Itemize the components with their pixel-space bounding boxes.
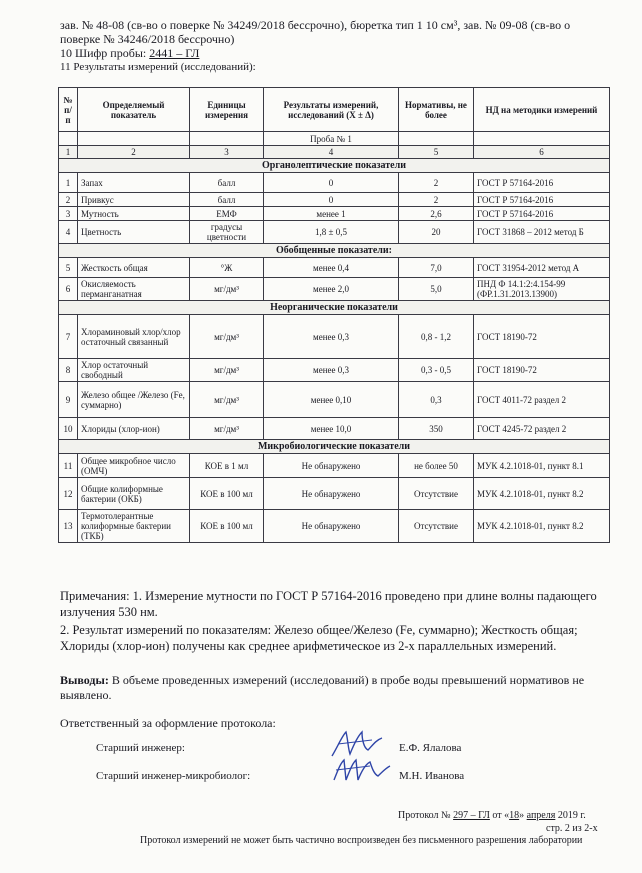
- indicator-cell: Жесткость общая: [78, 258, 190, 278]
- col-number: 1: [59, 146, 78, 159]
- header-num: № п/п: [59, 88, 78, 132]
- row-number: 12: [59, 478, 78, 510]
- note-1: Примечания: 1. Измерение мутности по ГОСТ Р 57164-2016 проведено при длине волны падающего излучения 530 нм.: [60, 589, 597, 619]
- result-cell: менее 0,3: [264, 359, 399, 382]
- results-table-body: [59, 88, 610, 543]
- unit-cell: мг/дм³: [190, 359, 264, 382]
- header-indicator: Определяемый показатель: [78, 88, 190, 132]
- method-cell: ГОСТ Р 57164-2016: [474, 193, 610, 207]
- table-row: [59, 207, 610, 221]
- unit-cell: мг/дм³: [190, 418, 264, 440]
- table-row: [59, 221, 610, 244]
- section-title: Органолептические показатели: [59, 159, 610, 173]
- date-day: 18: [509, 810, 520, 821]
- column-numbers-row: [59, 146, 610, 159]
- header-method: НД на методики измерений: [474, 88, 610, 132]
- method-cell: ГОСТ Р 57164-2016: [474, 173, 610, 193]
- norm-cell: не более 50: [399, 454, 474, 478]
- row-number: 13: [59, 510, 78, 543]
- unit-cell: балл: [190, 193, 264, 207]
- method-cell: ГОСТ 4011-72 раздел 2: [474, 382, 610, 418]
- cipher-label: 10 Шифр пробы:: [60, 46, 147, 60]
- section-title: Микробиологические показатели: [59, 440, 610, 454]
- col-number: 3: [190, 146, 264, 159]
- date-year: 2019 г.: [557, 810, 586, 821]
- section-row: [59, 244, 610, 258]
- sample-label: Проба № 1: [264, 132, 399, 146]
- section-row: [59, 159, 610, 173]
- method-cell: ПНД Ф 14.1:2:4.154-99 (ФР.1.31.2013.13900): [474, 278, 610, 301]
- indicator-cell: Термотолерантные колиформные бактерии (ТКБ): [78, 510, 190, 543]
- result-cell: менее 10,0: [264, 418, 399, 440]
- indicator-cell: Окисляемость перманганатная: [78, 278, 190, 301]
- norm-cell: 2: [399, 193, 474, 207]
- indicator-cell: Хлораминовый хлор/хлор остаточный связанный: [78, 315, 190, 359]
- page-number: стр. 2 из 2-х: [546, 823, 598, 834]
- date-prefix: от «: [492, 810, 510, 821]
- table-row: [59, 510, 610, 543]
- result-cell: 0: [264, 173, 399, 193]
- section-row: [59, 440, 610, 454]
- method-cell: ГОСТ 31954-2012 метод А: [474, 258, 610, 278]
- sample-row: [59, 132, 610, 146]
- norm-cell: 350: [399, 418, 474, 440]
- row-number: 1: [59, 173, 78, 193]
- row-number: 9: [59, 382, 78, 418]
- indicator-cell: Железо общее /Железо (Fe, суммарно): [78, 382, 190, 418]
- norm-cell: 0,3: [399, 382, 474, 418]
- note-2: 2. Результат измерений по показателям: Железо общее/Железо (Fe, суммарно); Жесткость общая; Хлориды (хлор-ион) получены как среднее арифметическое из 2-х параллельных измерений.: [60, 623, 578, 653]
- result-cell: менее 0,10: [264, 382, 399, 418]
- notes-block: [60, 588, 610, 656]
- header-block: [60, 18, 610, 74]
- date-mid: »: [519, 810, 525, 821]
- unit-cell: мг/дм³: [190, 278, 264, 301]
- unit-cell: ЕМФ: [190, 207, 264, 221]
- method-cell: ГОСТ 18190-72: [474, 315, 610, 359]
- result-cell: 0: [264, 193, 399, 207]
- result-cell: менее 0,4: [264, 258, 399, 278]
- unit-cell: КОЕ в 100 мл: [190, 510, 264, 543]
- table-row: [59, 478, 610, 510]
- norm-cell: 20: [399, 221, 474, 244]
- conclusion-label: Выводы:: [60, 673, 109, 687]
- result-cell: менее 0,3: [264, 315, 399, 359]
- indicator-cell: Запах: [78, 173, 190, 193]
- result-cell: Не обнаружено: [264, 454, 399, 478]
- row-number: 5: [59, 258, 78, 278]
- unit-cell: °Ж: [190, 258, 264, 278]
- section-row: [59, 301, 610, 315]
- indicator-cell: Хлориды (хлор-ион): [78, 418, 190, 440]
- norm-cell: 0,8 - 1,2: [399, 315, 474, 359]
- table-row: [59, 193, 610, 207]
- signer-role: Старший инженер-микробиолог:: [96, 770, 251, 782]
- norm-cell: 2: [399, 173, 474, 193]
- disclaimer: Протокол измерений не может быть частично воспроизведен без письменного разрешения лаборатории: [140, 835, 583, 846]
- method-cell: ГОСТ 31868 – 2012 метод Б: [474, 221, 610, 244]
- unit-cell: градусы цветности: [190, 221, 264, 244]
- row-number: 8: [59, 359, 78, 382]
- protocol-number: 297 – ГЛ: [453, 810, 490, 821]
- table-row: [59, 173, 610, 193]
- indicator-cell: Цветность: [78, 221, 190, 244]
- table-row: [59, 418, 610, 440]
- table-row: [59, 382, 610, 418]
- norm-cell: 7,0: [399, 258, 474, 278]
- method-cell: МУК 4.2.1018-01, пункт 8.1: [474, 454, 610, 478]
- protocol-line: [398, 810, 586, 821]
- cipher-value: 2441 – ГЛ: [149, 46, 200, 60]
- results-table: [58, 87, 610, 543]
- section-title: Неорганические показатели: [59, 301, 610, 315]
- signer-role: Старший инженер:: [96, 742, 185, 754]
- col-number: 5: [399, 146, 474, 159]
- table-header-row: [59, 88, 610, 132]
- signature-ivanova: [330, 756, 392, 788]
- row-number: 7: [59, 315, 78, 359]
- norm-cell: 5,0: [399, 278, 474, 301]
- conclusion-block: [60, 673, 610, 703]
- norm-cell: 0,3 - 0,5: [399, 359, 474, 382]
- row-number: 11: [59, 454, 78, 478]
- indicator-cell: Мутность: [78, 207, 190, 221]
- conclusion-text: В объеме проведенных измерений (исследований) в пробе воды превышений нормативов не выявлено.: [60, 673, 585, 702]
- table-row: [59, 359, 610, 382]
- indicator-cell: Общие колиформные бактерии (ОКБ): [78, 478, 190, 510]
- equipment-line: зав. № 48-08 (св-во о поверке № 34249/2018 бессрочно), бюретка тип 1 10 см³, зав. № 09-08 (св-во о поверке № 34246/2018 бессрочно): [60, 18, 571, 46]
- signer-name: М.Н. Иванова: [399, 770, 465, 782]
- result-cell: менее 2,0: [264, 278, 399, 301]
- result-cell: Не обнаружено: [264, 510, 399, 543]
- section-title: Обобщенные показатели:: [59, 244, 610, 258]
- method-cell: МУК 4.2.1018-01, пункт 8.2: [474, 478, 610, 510]
- result-cell: Не обнаружено: [264, 478, 399, 510]
- protocol-prefix: Протокол №: [398, 810, 451, 821]
- method-cell: ГОСТ 4245-72 раздел 2: [474, 418, 610, 440]
- col-number: 2: [78, 146, 190, 159]
- row-number: 3: [59, 207, 78, 221]
- norm-cell: 2,6: [399, 207, 474, 221]
- row-number: 2: [59, 193, 78, 207]
- unit-cell: мг/дм³: [190, 382, 264, 418]
- norm-cell: Отсутствие: [399, 478, 474, 510]
- responsible-label: Ответственный за оформление протокола:: [60, 716, 276, 730]
- unit-cell: КОЕ в 100 мл: [190, 478, 264, 510]
- table-row: [59, 278, 610, 301]
- col-number: 6: [474, 146, 610, 159]
- date-month: апреля: [526, 810, 556, 821]
- indicator-cell: Хлор остаточный свободный: [78, 359, 190, 382]
- header-units: Единицы измерения: [190, 88, 264, 132]
- method-cell: МУК 4.2.1018-01, пункт 8.2: [474, 510, 610, 543]
- signer-name: Е.Ф. Ялалова: [399, 742, 462, 754]
- header-result: Результаты измерений, исследований (X ± Δ): [264, 88, 399, 132]
- unit-cell: мг/дм³: [190, 315, 264, 359]
- method-cell: ГОСТ Р 57164-2016: [474, 207, 610, 221]
- row-number: 10: [59, 418, 78, 440]
- result-cell: менее 1: [264, 207, 399, 221]
- method-cell: ГОСТ 18190-72: [474, 359, 610, 382]
- col-number: 4: [264, 146, 399, 159]
- unit-cell: КОЕ в 1 мл: [190, 454, 264, 478]
- result-cell: 1,8 ± 0,5: [264, 221, 399, 244]
- row-number: 6: [59, 278, 78, 301]
- table-row: [59, 258, 610, 278]
- row-number: 4: [59, 221, 78, 244]
- header-norm: Нормативы, не более: [399, 88, 474, 132]
- results-label: 11 Результаты измерений (исследований):: [60, 61, 256, 73]
- table-row: [59, 315, 610, 359]
- table-row: [59, 454, 610, 478]
- cipher-line: [60, 46, 610, 60]
- unit-cell: балл: [190, 173, 264, 193]
- norm-cell: Отсутствие: [399, 510, 474, 543]
- indicator-cell: Общее микробное число (ОМЧ): [78, 454, 190, 478]
- indicator-cell: Привкус: [78, 193, 190, 207]
